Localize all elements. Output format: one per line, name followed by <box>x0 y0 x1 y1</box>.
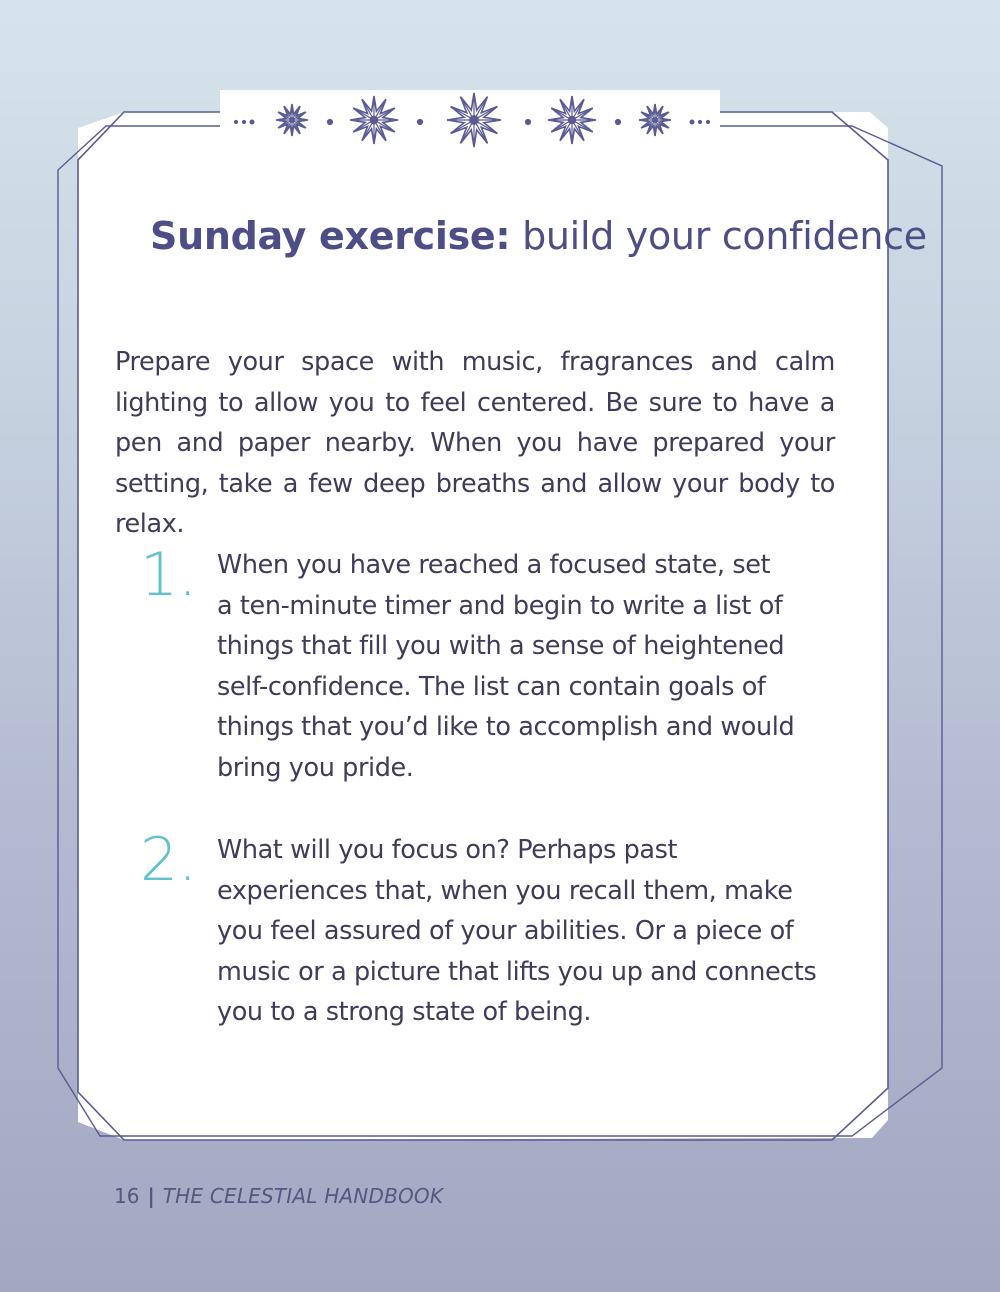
step-line: you feel assured of your abilities. Or a piece of <box>217 916 794 947</box>
step-number: 2. <box>140 825 198 895</box>
book-title: THE CELESTIAL HANDBOOK <box>162 1184 444 1208</box>
step-line: a ten-minute timer and begin to write a list of <box>217 590 783 621</box>
intro-line: nearby. When you have prepared your setting, take a few <box>115 428 835 499</box>
step-line: What will you focus on? Perhaps past <box>217 835 678 865</box>
page-title <box>150 210 927 262</box>
step-text <box>217 545 817 789</box>
step-number: 1. <box>140 540 198 610</box>
intro-line: deep breaths and allow your body to relax. <box>115 468 835 540</box>
step-line: music or a picture that lifts you up and connects <box>217 956 817 987</box>
title-bold: Sunday exercise: <box>150 214 511 258</box>
step-line: bring you pride. <box>217 752 414 783</box>
step-line: things that you’d like to accomplish and would <box>217 712 795 743</box>
step-text <box>217 830 817 1033</box>
intro-line: to allow you to feel centered. Be sure to have a pen and paper <box>115 387 835 459</box>
title-rest: build your confidence <box>522 214 927 258</box>
page-footer <box>114 1183 443 1209</box>
intro-line: Prepare your space with music, fragrances and calm lighting <box>115 347 835 418</box>
step-line: experiences that, when you recall them, make <box>217 875 793 906</box>
step-line: When you have reached a focused state, set <box>217 550 771 580</box>
intro-paragraph <box>115 342 835 545</box>
step-line: self-confidence. The list can contain goals of <box>217 671 766 702</box>
step-line: things that fill you with a sense of heightened <box>217 631 785 662</box>
footer-separator: | <box>147 1184 155 1208</box>
step-line: you to a strong state of being. <box>217 997 592 1028</box>
page-number: 16 <box>114 1184 140 1208</box>
